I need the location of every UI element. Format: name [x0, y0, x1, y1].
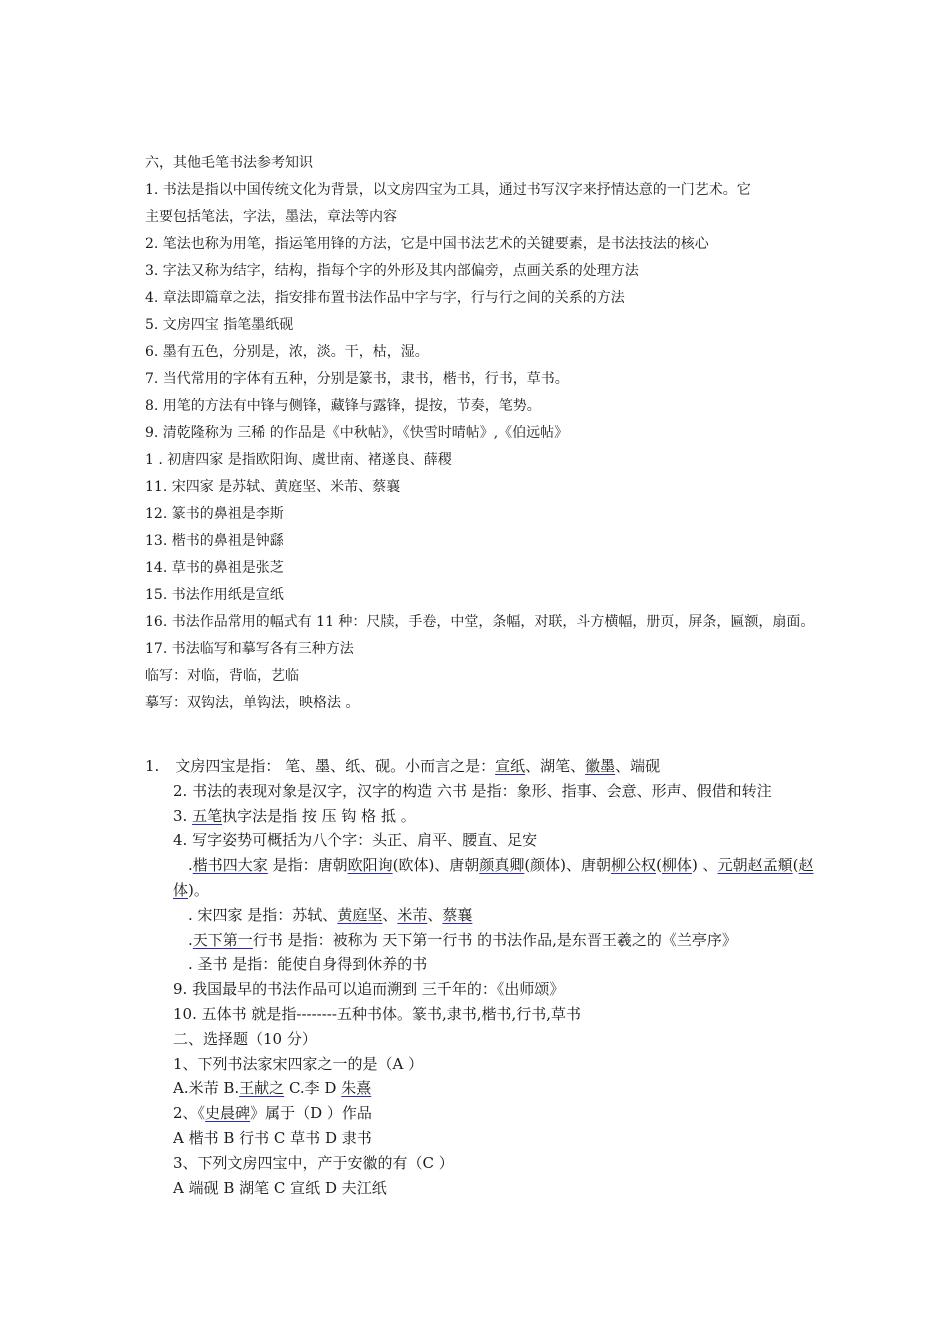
item-10: 1 . 初唐四家 是指欧阳询、虞世南、褚遂良、薛稷	[145, 452, 452, 468]
question-3-text: 3.	[173, 806, 193, 825]
choice-question-3: 3、下列文房四宝中，产于安徽的有（C ）	[173, 1153, 454, 1172]
underlined-term: 米芾	[397, 905, 428, 924]
underlined-term: 五笔	[192, 806, 223, 825]
quiz-section	[145, 754, 815, 1200]
item-1-line-a: 1. 书法是指以中国传统文化为背景，以文房四宝为工具，通过书写汉字来抒情达意的一门艺术。它	[145, 182, 751, 198]
item-5: 5. 文房四宝 指笔墨纸砚	[145, 317, 294, 333]
item-12: 12. 篆书的鼻祖是李斯	[145, 506, 284, 522]
item-15: 15. 书法作用纸是宣纸	[145, 587, 284, 603]
choice-section-title: 二、选择题（10 分）	[173, 1029, 317, 1048]
underlined-term: 元朝	[717, 856, 748, 875]
question-5-text: (	[656, 856, 662, 875]
question-5-text: (	[792, 856, 799, 875]
question-9: 9. 我国最早的书法作品可以追而溯到 三千年的：《出师颂》	[173, 980, 565, 999]
item-8: 8. 用笔的方法有中锋与侧锋，藏锋与露锋，提按，节奏，笔势。	[145, 398, 541, 414]
item-4: 4. 章法即篇章之法，指安排布置书法作品中字与字，行与行之间的关系的方法	[145, 290, 625, 306]
question-7	[145, 928, 815, 953]
question-1-number: 1.	[145, 757, 160, 775]
question-7-text: .	[188, 930, 193, 949]
item-16: 16. 书法作品常用的幅式有 11 种：尺牍，手卷，中堂，条幅，对联，斗方横幅，册页，屏条，匾额，扇面。	[145, 614, 815, 630]
item-6: 6. 墨有五色，分别是，浓，淡。干，枯，湿。	[145, 344, 429, 360]
choice-question-1: 1、下列书法家宋四家之一的是（A ）	[173, 1054, 424, 1073]
underlined-term: 王献之	[239, 1079, 285, 1098]
choice-question-2	[145, 1101, 815, 1126]
question-4: 4. 写字姿势可概括为八个字：头正、肩平、腰直、足安	[173, 831, 538, 850]
item-7: 7. 当代常用的字体有五种，分别是篆书，隶书，楷书，行书，草书。	[145, 371, 569, 387]
underlined-term: 天下第一	[192, 930, 253, 949]
question-8: . 圣书 是指：能使自身得到休养的书	[188, 955, 428, 974]
underlined-term: 宣纸	[495, 757, 526, 775]
underlined-term: 柳体	[661, 856, 692, 875]
item-2: 2. 笔法也称为用笔，指运笔用锋的方法，它是中国书法艺术的关键要素，是书法技法的核心	[145, 236, 709, 252]
underlined-term: 史晨碑	[205, 1104, 251, 1123]
reference-knowledge-section	[145, 150, 815, 717]
question-text: 2、《	[173, 1104, 206, 1123]
question-5-text: .	[188, 856, 193, 875]
item-11: 11. 宋四家 是苏轼、黄庭坚、米芾、蔡襄	[145, 479, 401, 495]
question-5-text: 是指：唐朝	[267, 856, 348, 875]
underlined-term: 柳公权	[611, 856, 657, 875]
options-text: C.李 D	[284, 1079, 342, 1098]
question-1-text: 文房四宝是指： 笔、墨、纸、砚。小而言之是：	[175, 757, 496, 775]
question-6-text: 、	[427, 905, 443, 924]
underlined-term: 楷书四大家	[192, 856, 268, 875]
choice-question-1-options	[145, 1076, 815, 1101]
question-3-text: 执字法是指 按 压 钩 格 抵 。	[222, 806, 416, 825]
item-1-line-b: 主要包括笔法，字法，墨法，章法等内容	[145, 209, 397, 225]
question-1	[145, 754, 815, 779]
underlined-term: 颜真卿	[479, 856, 525, 875]
item-17: 17. 书法临写和摹写各有三种方法	[145, 641, 354, 657]
question-5-text: (颜体)、唐朝	[524, 856, 612, 875]
item-14: 14. 草书的鼻祖是张芝	[145, 560, 284, 576]
underlined-term: 蔡襄	[442, 905, 473, 924]
question-3	[145, 804, 815, 829]
item-13: 13. 楷书的鼻祖是钟繇	[145, 533, 284, 549]
choice-question-3-options: A 端砚 B 湖笔 C 宣纸 D 夫江纸	[173, 1178, 387, 1197]
options-text: A.米芾 B.	[173, 1079, 240, 1098]
question-6	[145, 903, 815, 928]
question-6-text: 、	[382, 905, 398, 924]
question-text: 》属于（D ）作品	[250, 1104, 372, 1123]
copying-methods: 临写：对临，背临，艺临	[145, 668, 299, 684]
question-5-text: (欧体)、唐朝	[392, 856, 480, 875]
underlined-term: 朱熹	[341, 1079, 372, 1098]
question-5-text: ) 、	[691, 856, 718, 875]
item-3: 3. 字法又称为结字，结构，指每个字的外形及其内部偏旁，点画关系的处理方法	[145, 263, 639, 279]
question-10: 10. 五体书 就是指--------五种书体。篆书,隶书,楷书,行书,草书	[173, 1004, 582, 1023]
tracing-methods: 摹写：双钩法，单钩法，映格法 。	[145, 695, 360, 711]
question-5-text: )。	[188, 880, 209, 899]
question-6-text: . 宋四家 是指：苏轼、	[188, 905, 338, 924]
underlined-term: 赵孟頫	[747, 856, 793, 875]
choice-question-2-options: A 楷书 B 行书 C 草书 D 隶书	[173, 1128, 372, 1147]
section-heading: 六，其他毛笔书法参考知识	[145, 155, 313, 171]
question-5	[145, 853, 815, 903]
underlined-term: 欧阳询	[347, 856, 393, 875]
item-9: 9. 清乾隆称为 三稀 的作品是《中秋帖》，《快雪时晴帖》,《伯远帖》	[145, 425, 569, 441]
underlined-term: 赵体	[173, 856, 814, 899]
question-1-text: 、端砚	[615, 757, 661, 775]
question-2: 2. 书法的表现对象是汉字，汉字的构造 六书 是指：象形、指事、会意、形声、假借和转注	[173, 781, 772, 800]
question-7-text: 行书 是指：被称为 天下第一行书 的书法作品,是东晋王羲之的《兰亭序》	[252, 930, 737, 949]
underlined-term: 黄庭坚	[337, 905, 383, 924]
question-1-text: 、湖笔、	[525, 757, 586, 775]
underlined-term: 徽墨	[585, 757, 616, 775]
